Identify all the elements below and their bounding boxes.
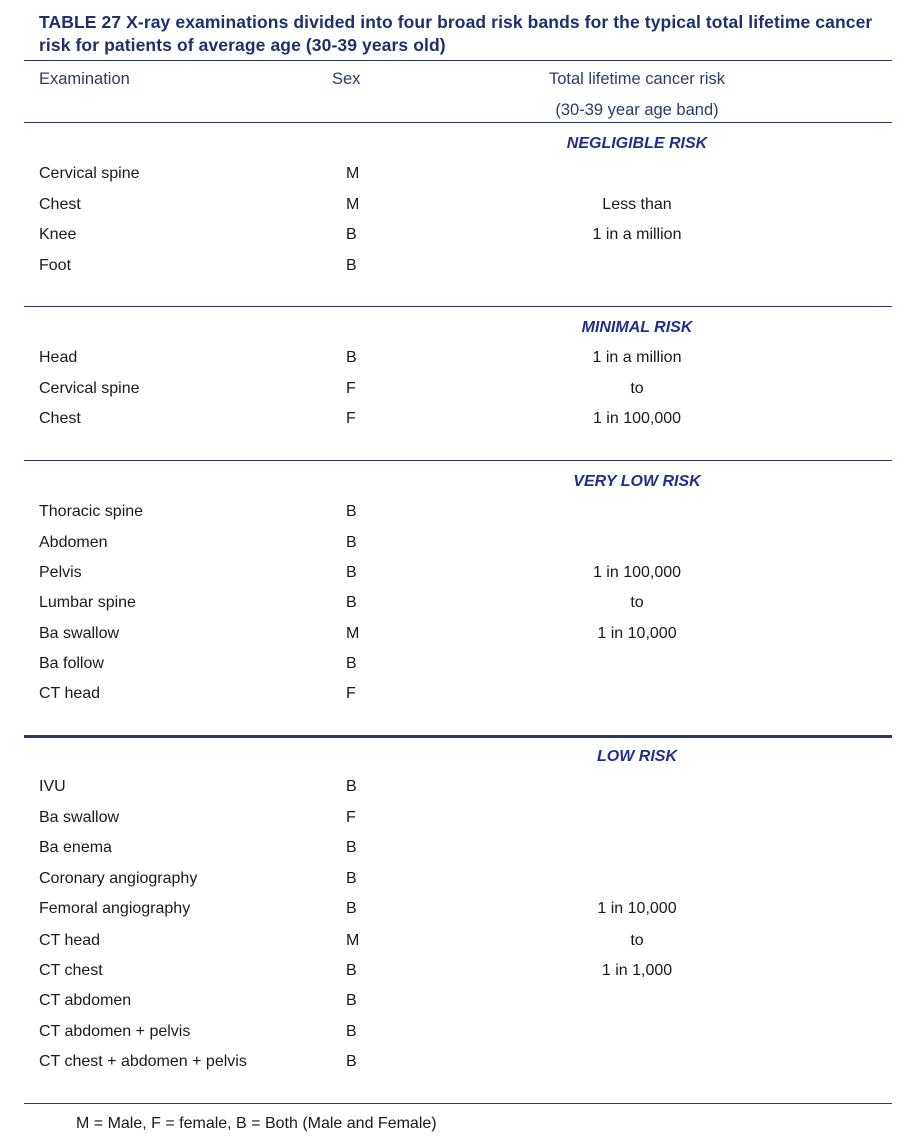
table-bottom-rule xyxy=(24,1103,892,1104)
header-bottom-rule xyxy=(24,122,892,123)
exam-cell: CT abdomen + pelvis xyxy=(39,1023,191,1040)
footnote: M = Male, F = female, B = Both (Male and Female) xyxy=(76,1115,437,1132)
sex-cell: M xyxy=(346,625,360,642)
sex-cell: B xyxy=(346,992,357,1009)
risk-cell: 1 in 100,000 xyxy=(592,410,682,427)
exam-cell: Chest xyxy=(39,410,81,427)
band-title-low: LOW RISK xyxy=(597,748,677,765)
risk-cell: 1 in 100,000 xyxy=(592,564,682,581)
exam-cell: Thoracic spine xyxy=(39,503,144,520)
band-title-negligible: NEGLIGIBLE RISK xyxy=(566,135,708,152)
exam-cell: Lumbar spine xyxy=(39,594,136,611)
exam-cell: Abdomen xyxy=(39,534,108,551)
exam-cell: IVU xyxy=(39,778,66,795)
sex-cell: M xyxy=(346,932,360,949)
risk-cell: 1 in a million xyxy=(592,226,682,243)
sex-cell: B xyxy=(346,1053,357,1070)
exam-cell: Chest xyxy=(39,196,81,213)
sex-cell: B xyxy=(346,534,357,551)
sex-cell: B xyxy=(346,900,357,917)
sex-cell: B xyxy=(346,349,357,366)
risk-cell: 1 in a million xyxy=(592,349,682,366)
exam-cell: Ba swallow xyxy=(39,625,120,642)
table-title: TABLE 27 X-ray examinations divided into four broad risk bands for the typical total lifetime cancer risk for patients of average age (30-39 years old) xyxy=(39,12,873,55)
risk-cell: 1 in 1,000 xyxy=(601,962,673,979)
sex-cell: B xyxy=(346,778,357,795)
sex-cell: M xyxy=(346,165,360,182)
sex-cell: B xyxy=(346,655,357,672)
sex-cell: B xyxy=(346,594,357,611)
exam-cell: Ba swallow xyxy=(39,809,120,826)
exam-cell: Coronary angiography xyxy=(39,870,198,887)
exam-cell: Pelvis xyxy=(39,564,82,581)
risk-cell: to xyxy=(630,594,644,611)
exam-cell: CT abdomen xyxy=(39,992,132,1009)
exam-cell: Ba enema xyxy=(39,839,112,856)
header-examination: Examination xyxy=(39,70,130,88)
sex-cell: F xyxy=(346,380,356,397)
exam-cell: Cervical spine xyxy=(39,165,140,182)
exam-cell: Foot xyxy=(39,257,72,274)
sex-cell: B xyxy=(346,962,357,979)
risk-cell: 1 in 10,000 xyxy=(597,900,677,917)
header-sex: Sex xyxy=(332,70,361,88)
header-top-rule xyxy=(24,60,892,61)
band-title-very-low: VERY LOW RISK xyxy=(573,473,701,490)
band-divider xyxy=(24,735,892,738)
band-title-minimal: MINIMAL RISK xyxy=(581,319,693,336)
sex-cell: F xyxy=(346,410,356,427)
sex-cell: B xyxy=(346,1023,357,1040)
sex-cell: B xyxy=(346,564,357,581)
risk-cell: to xyxy=(630,380,644,397)
sex-cell: B xyxy=(346,503,357,520)
exam-cell: CT head xyxy=(39,685,101,702)
sex-cell: B xyxy=(346,839,357,856)
exam-cell: CT head xyxy=(39,932,101,949)
exam-cell: CT chest xyxy=(39,962,103,979)
header-risk-line2: (30-39 year age band) xyxy=(555,101,719,119)
exam-cell: Cervical spine xyxy=(39,380,140,397)
sex-cell: B xyxy=(346,870,357,887)
sex-cell: M xyxy=(346,196,360,213)
exam-cell: Head xyxy=(39,349,78,366)
band-divider xyxy=(24,460,892,461)
sex-cell: B xyxy=(346,226,357,243)
risk-cell: Less than xyxy=(602,196,672,213)
risk-cell: 1 in 10,000 xyxy=(597,625,677,642)
header-risk-line1: Total lifetime cancer risk xyxy=(548,70,726,88)
sex-cell: B xyxy=(346,257,357,274)
sex-cell: F xyxy=(346,685,356,702)
exam-cell: Ba follow xyxy=(39,655,104,672)
exam-cell: CT chest + abdomen + pelvis xyxy=(39,1053,247,1070)
sex-cell: F xyxy=(346,809,356,826)
exam-cell: Knee xyxy=(39,226,77,243)
exam-cell: Femoral angiography xyxy=(39,900,191,917)
risk-cell: to xyxy=(630,932,644,949)
band-divider xyxy=(24,306,892,307)
